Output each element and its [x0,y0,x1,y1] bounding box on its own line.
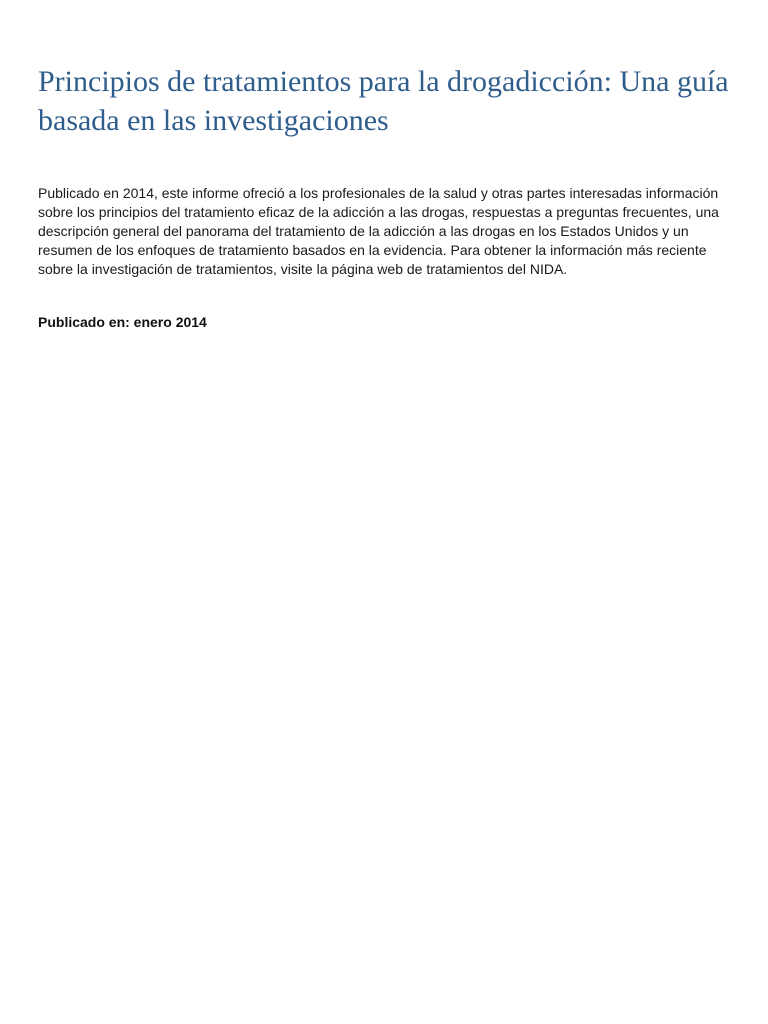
summary-paragraph: Publicado en 2014, este informe ofreció a los profesionales de la salud y otras partes interesadas información sobre los principios del tratamiento eficaz de la adicción a las drogas, respuestas a preguntas frecuentes, una descripción general del panorama del tratamiento de la adicción a las drogas en los Estados Unidos y un resumen de los enfoques de tratamiento basados en la evidencia. Para obtener la información más reciente sobre la investigación de tratamientos, visite la página web de tratamientos del NIDA. [38,185,719,277]
publication-date: Publicado en: enero 2014 [38,314,207,330]
page-title: Principios de tratamientos para la drogadicción: Una guía basada en las investigaciones [38,65,729,137]
